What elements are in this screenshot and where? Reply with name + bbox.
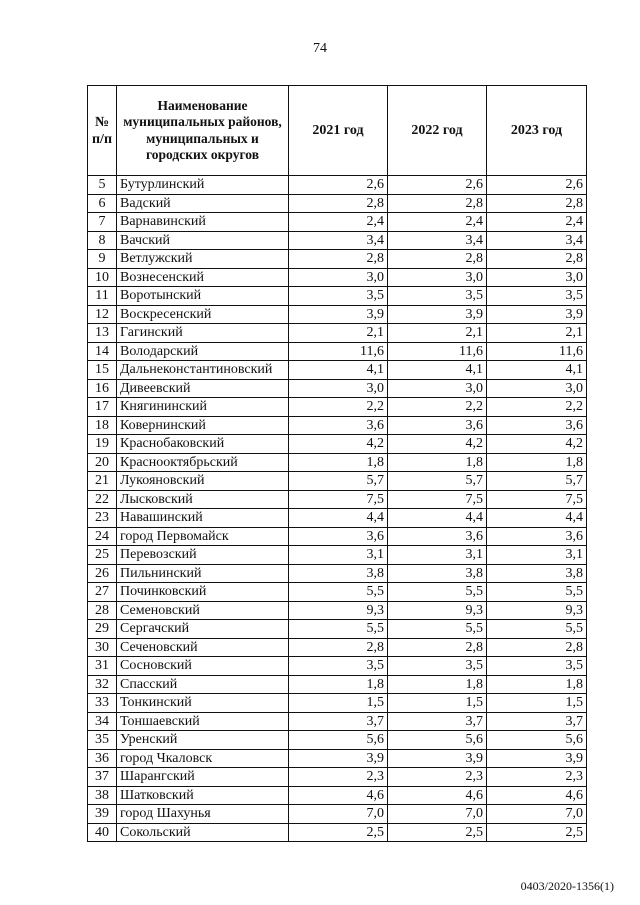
row-number: 35: [88, 731, 117, 750]
row-district-name: Навашинский: [117, 509, 289, 528]
row-value-2023: 2,2: [487, 398, 587, 417]
row-value-2023: 5,7: [487, 472, 587, 491]
row-district-name: Княгининский: [117, 398, 289, 417]
row-value-2022: 4,6: [388, 786, 487, 805]
row-number: 7: [88, 213, 117, 232]
row-value-2022: 4,2: [388, 435, 487, 454]
row-value-2021: 11,6: [289, 342, 388, 361]
row-value-2022: 2,8: [388, 194, 487, 213]
row-district-name: Вачский: [117, 231, 289, 250]
row-number: 16: [88, 379, 117, 398]
row-number: 36: [88, 749, 117, 768]
row-value-2023: 4,1: [487, 361, 587, 380]
row-number: 27: [88, 583, 117, 602]
row-number: 13: [88, 324, 117, 343]
row-value-2021: 2,1: [289, 324, 388, 343]
row-district-name: Вознесенский: [117, 268, 289, 287]
table-row: [88, 823, 587, 842]
row-district-name: Тоншаевский: [117, 712, 289, 731]
row-district-name: Лукояновский: [117, 472, 289, 491]
row-district-name: Лысковский: [117, 490, 289, 509]
row-value-2022: 3,6: [388, 416, 487, 435]
row-number: 37: [88, 768, 117, 787]
row-value-2021: 3,4: [289, 231, 388, 250]
row-value-2023: 5,5: [487, 620, 587, 639]
row-value-2022: 3,7: [388, 712, 487, 731]
row-value-2022: 7,5: [388, 490, 487, 509]
table-row: [88, 268, 587, 287]
row-value-2023: 2,3: [487, 768, 587, 787]
row-value-2022: 5,5: [388, 620, 487, 639]
table-row: [88, 361, 587, 380]
header-name: Наименование муниципальных районов, муниципальных и городских округов: [117, 86, 289, 176]
row-value-2023: 2,6: [487, 176, 587, 195]
row-value-2022: 3,4: [388, 231, 487, 250]
row-value-2022: 2,5: [388, 823, 487, 842]
table-row: [88, 472, 587, 491]
table-row: [88, 194, 587, 213]
row-value-2022: 3,9: [388, 749, 487, 768]
row-district-name: Спасский: [117, 675, 289, 694]
row-value-2021: 2,5: [289, 823, 388, 842]
row-value-2022: 11,6: [388, 342, 487, 361]
row-value-2023: 4,6: [487, 786, 587, 805]
row-number: 24: [88, 527, 117, 546]
row-number: 6: [88, 194, 117, 213]
row-value-2021: 4,1: [289, 361, 388, 380]
row-value-2022: 3,5: [388, 657, 487, 676]
row-value-2022: 1,5: [388, 694, 487, 713]
table-row: [88, 749, 587, 768]
table-row: [88, 546, 587, 565]
table-row: [88, 342, 587, 361]
row-district-name: Гагинский: [117, 324, 289, 343]
row-value-2021: 1,8: [289, 675, 388, 694]
header-2022: 2022 год: [388, 86, 487, 176]
row-value-2021: 3,0: [289, 268, 388, 287]
row-value-2021: 5,5: [289, 583, 388, 602]
row-number: 5: [88, 176, 117, 195]
row-district-name: Сергачский: [117, 620, 289, 639]
row-number: 33: [88, 694, 117, 713]
row-district-name: Краснооктябрьский: [117, 453, 289, 472]
row-value-2023: 3,6: [487, 527, 587, 546]
row-value-2022: 9,3: [388, 601, 487, 620]
row-number: 19: [88, 435, 117, 454]
row-number: 28: [88, 601, 117, 620]
row-value-2023: 3,5: [487, 287, 587, 306]
row-value-2023: 2,8: [487, 638, 587, 657]
row-value-2022: 2,2: [388, 398, 487, 417]
row-value-2023: 9,3: [487, 601, 587, 620]
row-value-2023: 2,1: [487, 324, 587, 343]
row-value-2022: 2,6: [388, 176, 487, 195]
row-district-name: город Шахунья: [117, 805, 289, 824]
row-value-2021: 2,8: [289, 638, 388, 657]
row-number: 29: [88, 620, 117, 639]
row-value-2021: 3,1: [289, 546, 388, 565]
row-value-2023: 5,6: [487, 731, 587, 750]
row-value-2023: 3,4: [487, 231, 587, 250]
row-number: 34: [88, 712, 117, 731]
table-row: [88, 805, 587, 824]
row-value-2022: 2,1: [388, 324, 487, 343]
header-num: № п/п: [88, 86, 117, 176]
row-number: 30: [88, 638, 117, 657]
table-row: [88, 490, 587, 509]
table-row: [88, 176, 587, 195]
row-value-2022: 3,5: [388, 287, 487, 306]
row-value-2023: 2,4: [487, 213, 587, 232]
table-row: [88, 768, 587, 787]
row-district-name: Володарский: [117, 342, 289, 361]
row-number: 32: [88, 675, 117, 694]
table-row: [88, 712, 587, 731]
row-value-2021: 2,6: [289, 176, 388, 195]
row-value-2021: 2,8: [289, 194, 388, 213]
row-district-name: Воротынский: [117, 287, 289, 306]
row-value-2021: 1,5: [289, 694, 388, 713]
document-code: 0403/2020-1356(1): [520, 879, 614, 893]
row-district-name: Воскресенский: [117, 305, 289, 324]
row-district-name: Краснобаковский: [117, 435, 289, 454]
row-value-2022: 2,8: [388, 250, 487, 269]
row-value-2023: 5,5: [487, 583, 587, 602]
row-number: 15: [88, 361, 117, 380]
row-number: 22: [88, 490, 117, 509]
row-number: 23: [88, 509, 117, 528]
row-value-2023: 4,2: [487, 435, 587, 454]
row-value-2021: 4,6: [289, 786, 388, 805]
row-number: 40: [88, 823, 117, 842]
header-2023: 2023 год: [487, 86, 587, 176]
row-value-2022: 2,3: [388, 768, 487, 787]
row-number: 17: [88, 398, 117, 417]
row-value-2021: 2,4: [289, 213, 388, 232]
table-row: [88, 620, 587, 639]
row-number: 12: [88, 305, 117, 324]
table-row: [88, 675, 587, 694]
row-value-2023: 3,6: [487, 416, 587, 435]
row-number: 25: [88, 546, 117, 565]
row-value-2022: 5,5: [388, 583, 487, 602]
table-row: [88, 213, 587, 232]
table-row: [88, 398, 587, 417]
header-2021: 2021 год: [289, 86, 388, 176]
row-district-name: Ветлужский: [117, 250, 289, 269]
row-district-name: Дальнеконстантиновский: [117, 361, 289, 380]
row-value-2022: 5,6: [388, 731, 487, 750]
table-row: [88, 416, 587, 435]
row-district-name: Починковский: [117, 583, 289, 602]
row-value-2021: 2,2: [289, 398, 388, 417]
row-number: 10: [88, 268, 117, 287]
row-value-2021: 5,7: [289, 472, 388, 491]
row-value-2021: 7,0: [289, 805, 388, 824]
row-value-2023: 3,0: [487, 379, 587, 398]
row-value-2022: 4,4: [388, 509, 487, 528]
row-value-2023: 7,5: [487, 490, 587, 509]
row-number: 39: [88, 805, 117, 824]
row-number: 14: [88, 342, 117, 361]
row-value-2021: 3,6: [289, 416, 388, 435]
row-number: 18: [88, 416, 117, 435]
row-value-2023: 1,5: [487, 694, 587, 713]
row-value-2021: 3,9: [289, 749, 388, 768]
row-district-name: Сокольский: [117, 823, 289, 842]
table-row: [88, 250, 587, 269]
row-value-2021: 3,6: [289, 527, 388, 546]
table-row: [88, 324, 587, 343]
row-value-2022: 3,9: [388, 305, 487, 324]
row-value-2022: 2,4: [388, 213, 487, 232]
table-row: [88, 583, 587, 602]
table-row: [88, 379, 587, 398]
row-district-name: Варнавинский: [117, 213, 289, 232]
table-row: [88, 657, 587, 676]
data-table: [87, 85, 587, 842]
row-district-name: Шарангский: [117, 768, 289, 787]
row-value-2023: 2,5: [487, 823, 587, 842]
row-value-2021: 9,3: [289, 601, 388, 620]
row-value-2021: 3,0: [289, 379, 388, 398]
table-row: [88, 564, 587, 583]
row-district-name: Ковернинский: [117, 416, 289, 435]
row-district-name: Вадский: [117, 194, 289, 213]
row-number: 8: [88, 231, 117, 250]
row-value-2021: 3,7: [289, 712, 388, 731]
row-value-2023: 2,8: [487, 250, 587, 269]
table-row: [88, 601, 587, 620]
row-number: 26: [88, 564, 117, 583]
row-value-2021: 2,8: [289, 250, 388, 269]
row-value-2021: 4,2: [289, 435, 388, 454]
row-value-2023: 1,8: [487, 675, 587, 694]
row-value-2021: 5,6: [289, 731, 388, 750]
row-value-2021: 1,8: [289, 453, 388, 472]
row-district-name: Уренский: [117, 731, 289, 750]
row-value-2023: 11,6: [487, 342, 587, 361]
row-value-2021: 2,3: [289, 768, 388, 787]
row-value-2023: 2,8: [487, 194, 587, 213]
row-number: 9: [88, 250, 117, 269]
row-district-name: Сеченовский: [117, 638, 289, 657]
row-value-2022: 3,8: [388, 564, 487, 583]
row-number: 20: [88, 453, 117, 472]
row-value-2022: 3,0: [388, 379, 487, 398]
table-row: [88, 231, 587, 250]
row-district-name: Дивеевский: [117, 379, 289, 398]
row-value-2022: 3,1: [388, 546, 487, 565]
row-value-2022: 2,8: [388, 638, 487, 657]
row-district-name: Шатковский: [117, 786, 289, 805]
table-row: [88, 527, 587, 546]
table-row: [88, 435, 587, 454]
row-number: 31: [88, 657, 117, 676]
row-value-2022: 1,8: [388, 453, 487, 472]
row-district-name: Бутурлинский: [117, 176, 289, 195]
table-row: [88, 786, 587, 805]
table-body: [88, 176, 587, 842]
row-number: 11: [88, 287, 117, 306]
row-value-2021: 4,4: [289, 509, 388, 528]
table-row: [88, 453, 587, 472]
row-value-2022: 5,7: [388, 472, 487, 491]
row-number: 21: [88, 472, 117, 491]
row-value-2021: 5,5: [289, 620, 388, 639]
row-value-2021: 3,8: [289, 564, 388, 583]
row-value-2022: 7,0: [388, 805, 487, 824]
row-value-2023: 3,9: [487, 305, 587, 324]
row-value-2021: 3,9: [289, 305, 388, 324]
row-district-name: Сосновский: [117, 657, 289, 676]
row-value-2023: 4,4: [487, 509, 587, 528]
row-district-name: город Первомайск: [117, 527, 289, 546]
table-row: [88, 638, 587, 657]
row-value-2022: 3,0: [388, 268, 487, 287]
table-row: [88, 694, 587, 713]
page-number: 74: [313, 41, 327, 56]
row-district-name: город Чкаловск: [117, 749, 289, 768]
row-value-2023: 3,8: [487, 564, 587, 583]
row-value-2022: 3,6: [388, 527, 487, 546]
table-row: [88, 731, 587, 750]
row-value-2023: 3,5: [487, 657, 587, 676]
row-value-2021: 3,5: [289, 287, 388, 306]
row-value-2022: 4,1: [388, 361, 487, 380]
row-district-name: Тонкинский: [117, 694, 289, 713]
row-value-2023: 1,8: [487, 453, 587, 472]
row-value-2021: 3,5: [289, 657, 388, 676]
row-value-2021: 7,5: [289, 490, 388, 509]
row-value-2023: 3,7: [487, 712, 587, 731]
table-row: [88, 287, 587, 306]
row-district-name: Перевозский: [117, 546, 289, 565]
row-district-name: Семеновский: [117, 601, 289, 620]
table-row: [88, 509, 587, 528]
table-row: [88, 305, 587, 324]
row-value-2022: 1,8: [388, 675, 487, 694]
row-value-2023: 3,9: [487, 749, 587, 768]
row-value-2023: 7,0: [487, 805, 587, 824]
table-header-row: [88, 86, 587, 176]
row-number: 38: [88, 786, 117, 805]
row-district-name: Пильнинский: [117, 564, 289, 583]
row-value-2023: 3,0: [487, 268, 587, 287]
row-value-2023: 3,1: [487, 546, 587, 565]
